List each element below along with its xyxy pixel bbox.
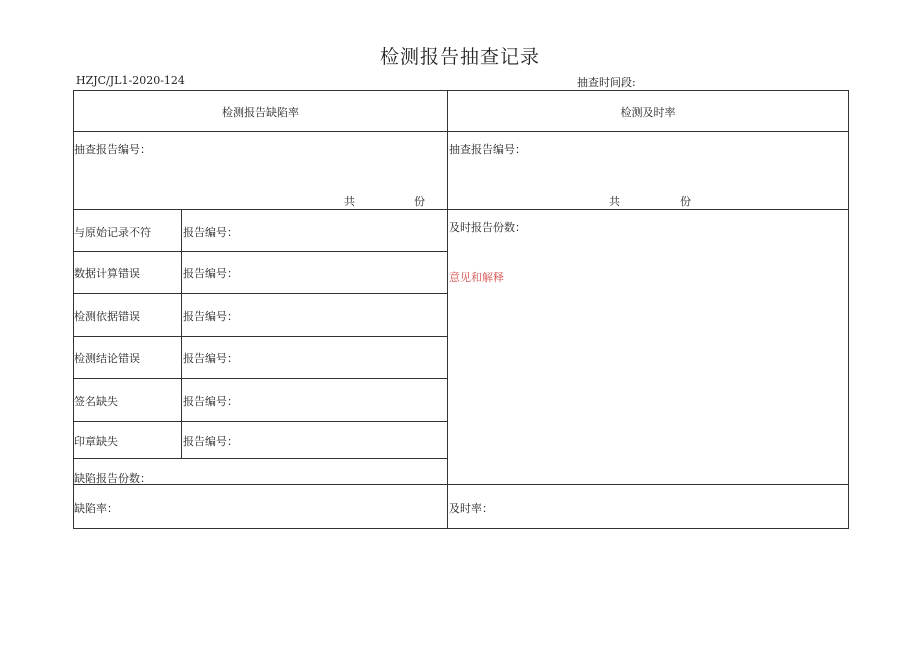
grid-line — [74, 378, 447, 379]
left-total-prefix: 共 — [344, 195, 355, 208]
page-title: 检测报告抽查记录 — [379, 46, 540, 68]
defect-row-label: 印章缺失 — [74, 435, 118, 448]
right-total-prefix: 共 — [609, 195, 620, 208]
timely-report-count-label: 及时报告份数： — [449, 221, 526, 234]
defect-row-field: 报告编号： — [183, 310, 238, 323]
grid-line — [447, 91, 448, 528]
grid-line — [181, 209, 182, 458]
right-sampled-number-label: 抽查报告编号： — [449, 143, 526, 156]
defect-rate-label: 缺陷率： — [74, 502, 118, 515]
defect-report-count-label: 缺陷报告份数： — [74, 472, 151, 485]
defect-row-field: 报告编号： — [183, 267, 238, 280]
defect-row-label: 签名缺失 — [74, 395, 118, 408]
timely-rate-label: 及时率： — [449, 502, 493, 515]
defect-row-field: 报告编号： — [183, 226, 238, 239]
grid-line — [74, 131, 848, 132]
defect-row-field: 报告编号： — [183, 435, 238, 448]
inspection-period-label: 抽查时间段: — [577, 76, 636, 89]
grid-line — [74, 251, 447, 252]
right-total-suffix: 份 — [680, 195, 691, 208]
grid-line — [74, 421, 447, 422]
grid-line — [74, 336, 447, 337]
defect-row-field: 报告编号： — [183, 352, 238, 365]
timeliness-rate-header: 检测及时率 — [620, 106, 676, 119]
defect-row-field: 报告编号： — [183, 395, 238, 408]
left-sampled-number-label: 抽查报告编号： — [74, 143, 151, 156]
defect-row-label: 检测依据错误 — [74, 310, 140, 323]
grid-line — [74, 293, 447, 294]
grid-line — [74, 458, 447, 459]
defect-row-label: 检测结论错误 — [74, 352, 140, 365]
defect-rate-header: 检测报告缺陷率 — [222, 106, 299, 119]
document-code: HZJC/JL1-2020-124 — [76, 74, 185, 87]
defect-row-label: 数据计算错误 — [74, 267, 140, 280]
left-total-suffix: 份 — [414, 195, 425, 208]
grid-line — [74, 484, 848, 485]
grid-line — [74, 209, 848, 210]
defect-row-label: 与原始记录不符 — [74, 226, 151, 239]
record-table — [73, 90, 849, 529]
opinion-and-explanation-label: 意见和解释 — [449, 271, 504, 284]
